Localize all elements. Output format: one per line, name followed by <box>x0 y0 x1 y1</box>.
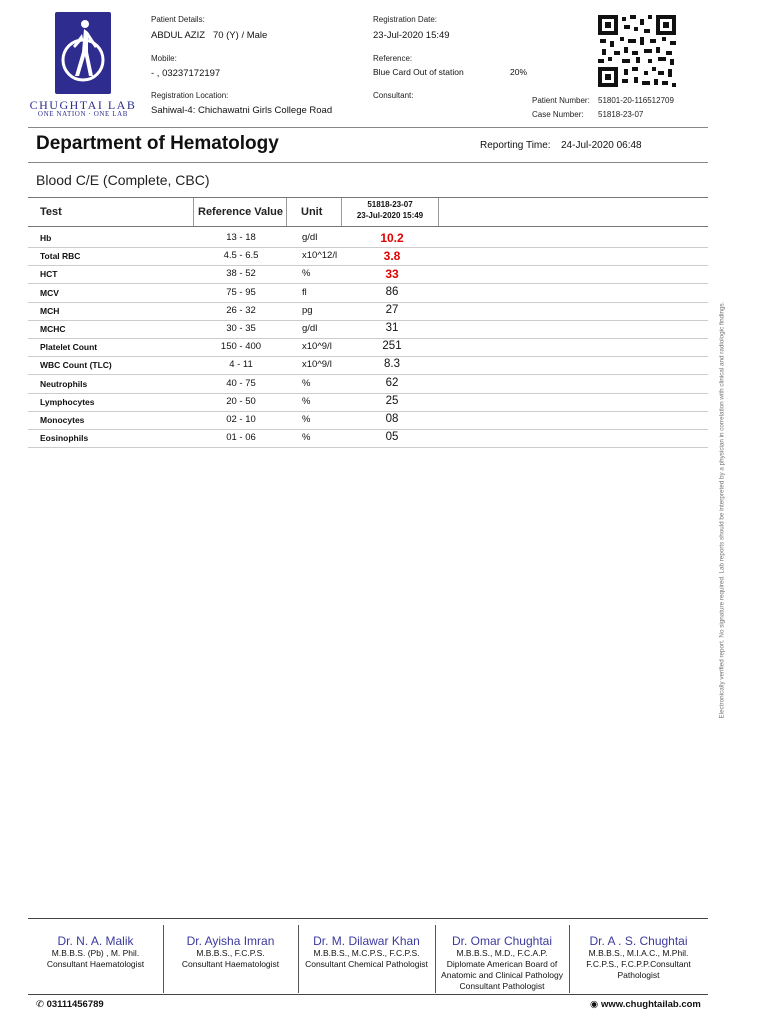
discount-value: 20% <box>510 67 528 77</box>
globe-icon: ◉ <box>590 999 599 1010</box>
footer-divider <box>28 918 708 919</box>
table-row <box>28 320 708 339</box>
result-value: 10.2 <box>380 231 404 245</box>
table-row <box>28 302 708 321</box>
unit: % <box>302 377 311 389</box>
result-value: 3.8 <box>383 249 401 264</box>
table-row <box>28 375 708 394</box>
reporting-time-label: Reporting Time: <box>480 140 551 151</box>
unit: % <box>302 432 311 444</box>
reference-range: 02 - 10 <box>226 414 256 425</box>
test-name: MCH <box>40 305 60 316</box>
reference-range: 40 - 75 <box>226 377 256 389</box>
logo-name: CHUGHTAI LAB <box>29 98 137 112</box>
case-number-label: Case Number: <box>532 110 584 119</box>
phone-number: 03111456789 <box>46 999 104 1010</box>
header-case-number: 51818-23-07 <box>367 200 413 209</box>
reference-range: 150 - 400 <box>220 341 262 353</box>
table-row <box>28 338 708 357</box>
unit: g/dl <box>302 323 318 334</box>
header-case-date: 23-Jul-2020 15:49 <box>356 211 424 220</box>
doctor-title: Diplomate American Board of Anatomic and Clinical Pathology Consultant Pathologist <box>441 959 563 991</box>
doctor-name: Dr. Ayisha Imran <box>186 934 275 948</box>
table-row <box>28 429 708 448</box>
table-header-border <box>28 226 708 227</box>
reference-range: 38 - 52 <box>226 268 256 280</box>
test-name: MCHC <box>40 324 66 334</box>
reference-range: 01 - 06 <box>226 432 256 444</box>
reference-range: 4.5 - 6.5 <box>223 250 259 262</box>
result-value: 27 <box>385 303 399 316</box>
lab-logo <box>55 12 111 94</box>
doctor-name: Dr. A . S. Chughtai <box>589 934 688 948</box>
doctor-card <box>435 934 569 992</box>
test-name: Total RBC <box>40 251 81 262</box>
doctor-title: Consultant Haematologist <box>46 959 145 969</box>
department-divider <box>28 162 708 163</box>
reference-range: 13 - 18 <box>226 232 256 243</box>
doctor-separator <box>435 925 436 993</box>
header-test: Test <box>40 206 62 218</box>
header-separator <box>438 198 439 226</box>
reference-value: Blue Card Out of station <box>373 67 464 77</box>
website-link[interactable]: www.chughtailab.com <box>600 999 701 1010</box>
unit: fl <box>302 286 307 298</box>
doctor-title: Consultant Haematologist <box>181 959 280 969</box>
test-name: Hb <box>40 233 52 243</box>
table-row <box>28 265 708 284</box>
result-value: 31 <box>385 322 399 334</box>
phone-icon: ✆ <box>36 999 44 1010</box>
header-divider <box>28 127 708 128</box>
registration-location-label: Registration Location: <box>151 91 229 100</box>
table-row <box>28 229 708 248</box>
header-reference: Reference Value <box>198 206 283 218</box>
header-unit: Unit <box>301 206 323 218</box>
result-value: 8.3 <box>384 358 400 371</box>
doctor-separator <box>163 925 164 993</box>
registration-date: 23-Jul-2020 15:49 <box>373 30 450 41</box>
reference-range: 4 - 11 <box>229 359 253 371</box>
doctor-card <box>28 934 163 970</box>
registration-date-label: Registration Date: <box>373 15 438 24</box>
footer-website[interactable] <box>590 999 701 1010</box>
doctor-card <box>298 934 435 970</box>
test-name: MCV <box>40 287 59 298</box>
test-name: Monocytes <box>40 415 85 425</box>
registration-location: Sahiwal-4: Chichawatni Girls College Road <box>151 105 333 116</box>
unit: x10^9/l <box>302 341 332 353</box>
mobile-value: - , 03237172197 <box>151 68 221 79</box>
reporting-time-value: 24-Jul-2020 06:48 <box>561 140 642 151</box>
patient-number: 51801-20-116512709 <box>598 96 674 105</box>
doctor-name: Dr. Omar Chughtai <box>451 934 553 948</box>
test-group-title: Blood C/E (Complete, CBC) <box>36 172 210 188</box>
header-separator <box>286 198 287 226</box>
unit: x10^12/l <box>302 250 338 262</box>
reference-range: 20 - 50 <box>226 395 256 407</box>
test-name: HCT <box>40 269 58 280</box>
footer-bottom-divider <box>28 994 708 995</box>
walking-man-logo-icon <box>55 12 111 94</box>
result-value: 08 <box>385 413 399 425</box>
table-row <box>28 356 708 375</box>
verification-note: Electronically verified report. No signature required. Lab reports should be interpreted by a physician in correlation with clinical and radiologic findings. <box>718 301 726 719</box>
reference-range: 30 - 35 <box>226 323 256 334</box>
result-value: 86 <box>385 285 399 298</box>
result-value: 251 <box>382 340 402 353</box>
unit: % <box>302 414 311 425</box>
unit: g/dl <box>302 232 318 243</box>
test-name: Platelet Count <box>40 342 98 353</box>
doctor-title: F.C.P.S., F.C.P.P.Consultant Pathologist <box>586 959 691 980</box>
test-name: WBC Count (TLC) <box>40 360 112 371</box>
patient-details-label: Patient Details: <box>151 15 205 24</box>
test-name: Neutrophils <box>40 378 88 389</box>
doctor-qualifications: M.B.B.S., M.I.A.C., M.Phil. <box>588 948 689 958</box>
doctor-name: Dr. M. Dilawar Khan <box>313 934 420 948</box>
table-row <box>28 284 708 303</box>
doctor-qualifications: M.B.B.S. (Pb) , M. Phil. <box>51 948 140 958</box>
doctor-separator <box>298 925 299 993</box>
table-row <box>28 393 708 412</box>
doctor-qualifications: M.B.B.S., F.C.P.S. <box>196 948 265 958</box>
patient-name-age: ABDUL AZIZ 70 (Y) / Male <box>151 30 268 41</box>
doctor-separator <box>569 925 570 993</box>
test-name: Lymphocytes <box>40 396 95 407</box>
result-value: 33 <box>385 267 399 282</box>
doctor-qualifications: M.B.B.S., M.D., F.C.A.P. <box>456 948 548 958</box>
header-separator <box>193 198 194 226</box>
mobile-label: Mobile: <box>151 54 177 63</box>
doctor-title: Consultant Chemical Pathologist <box>305 959 428 969</box>
table-row <box>28 411 708 430</box>
table-row <box>28 247 708 266</box>
table-top-border <box>28 197 708 198</box>
result-value: 05 <box>385 431 399 444</box>
test-name: Eosinophils <box>40 433 89 444</box>
result-value: 25 <box>385 394 399 407</box>
doctor-qualifications: M.B.B.S., M.C.P.S., F.C.P.S. <box>313 948 420 958</box>
patient-number-label: Patient Number: <box>532 96 590 105</box>
doctor-card <box>163 934 298 970</box>
unit: % <box>302 395 311 407</box>
doctor-card <box>569 934 708 981</box>
unit: % <box>302 268 311 280</box>
footer-phone <box>36 999 104 1010</box>
reference-range: 26 - 32 <box>226 304 256 316</box>
qr-code-icon <box>598 15 676 87</box>
department-title: Department of Hematology <box>36 133 279 154</box>
result-value: 62 <box>385 376 399 389</box>
reference-range: 75 - 95 <box>226 286 256 298</box>
unit: x10^9/l <box>302 359 332 371</box>
consultant-label: Consultant: <box>373 91 414 100</box>
logo-tagline: ONE NATION · ONE LAB <box>37 110 129 118</box>
unit: pg <box>302 304 313 316</box>
reference-label: Reference: <box>373 54 413 63</box>
doctor-name: Dr. N. A. Malik <box>57 934 134 948</box>
case-number: 51818-23-07 <box>598 110 644 119</box>
